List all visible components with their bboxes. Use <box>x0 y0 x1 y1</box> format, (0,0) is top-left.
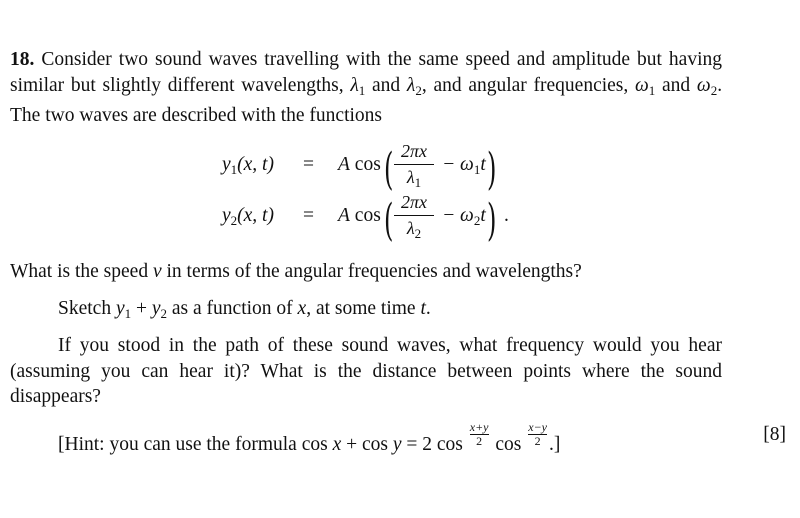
equation-y2-minus-term: − $\omega_2t$ <box>442 205 486 228</box>
lambda-1: $\lambda_1$ <box>350 74 366 98</box>
equation-y2-close-paren: ) <box>487 195 497 246</box>
speed-question: What is the speed v in terms of the angular frequencies and wavelengths? <box>10 261 582 282</box>
hint: [Hint: you can use the formula cos x + cos y = 2 $\cos \frac{x+y}{2}$ $\cos \frac{x-y}{2}$ .] <box>58 420 561 455</box>
equation-y1-fraction: 2πx $\lambda_1$ <box>394 141 434 193</box>
sketch-question: Sketch $y_1 + y_2$ as a function of x, at some time t. <box>58 298 431 321</box>
equation-y2-period: . <box>504 205 509 226</box>
and-word-1: and <box>372 74 401 96</box>
omega-1: $\omega_1$ <box>635 74 656 98</box>
frequency-question: If you stood in the path of these sound waves, what frequency would you hear (assuming you can hear it)? What is the distance between points where the sound disappears? <box>10 335 722 407</box>
equation-y2: $y_2(x$, t) = A cos ( 2πx $\lambda_2$ − $\omega_2t$ ) . <box>222 192 509 246</box>
lambda-2: $\lambda_2$ <box>406 74 422 98</box>
marks-label: [8] <box>763 424 786 445</box>
equation-y1-open-paren: ( <box>384 144 394 195</box>
equation-y1-close-paren: ) <box>487 144 497 195</box>
hint-fraction-sum: $\frac{x+y}{2}$ <box>469 420 489 448</box>
question-intro <box>10 47 722 129</box>
intro-text-1: Consider two sound waves travelling with the same speed and amplitude but having similar but slightly different wavelengths, <box>10 49 723 96</box>
speed-symbol: v <box>152 261 162 282</box>
equation-y1-lhs: $y_1(x$, t) <box>222 154 274 177</box>
and-word-2: and <box>662 74 691 96</box>
equation-y2-lhs: $y_2(x$, t) <box>222 205 274 228</box>
equation-y1: $y_1(x$, t) = A cos ( 2πx $\lambda_1$ − $\omega_1t$ ) <box>222 141 497 195</box>
equation-y1-minus-term: − $\omega_1t$ <box>442 154 486 177</box>
hint-fraction-diff: $\frac{x-y}{2}$ <box>528 420 547 448</box>
equation-y2-open-paren: ( <box>384 195 394 246</box>
question-number: 18. <box>10 49 35 70</box>
intro-text-3: . The two waves are described with the functions <box>10 74 723 126</box>
equation-y2-fraction: 2πx $\lambda_2$ <box>394 192 434 244</box>
equation-y1-equals: = <box>303 154 314 175</box>
intro-text-2: , and angular frequencies, <box>421 74 629 96</box>
omega-2: $\omega_2$ <box>696 74 718 98</box>
equation-y2-equals: = <box>303 205 314 226</box>
